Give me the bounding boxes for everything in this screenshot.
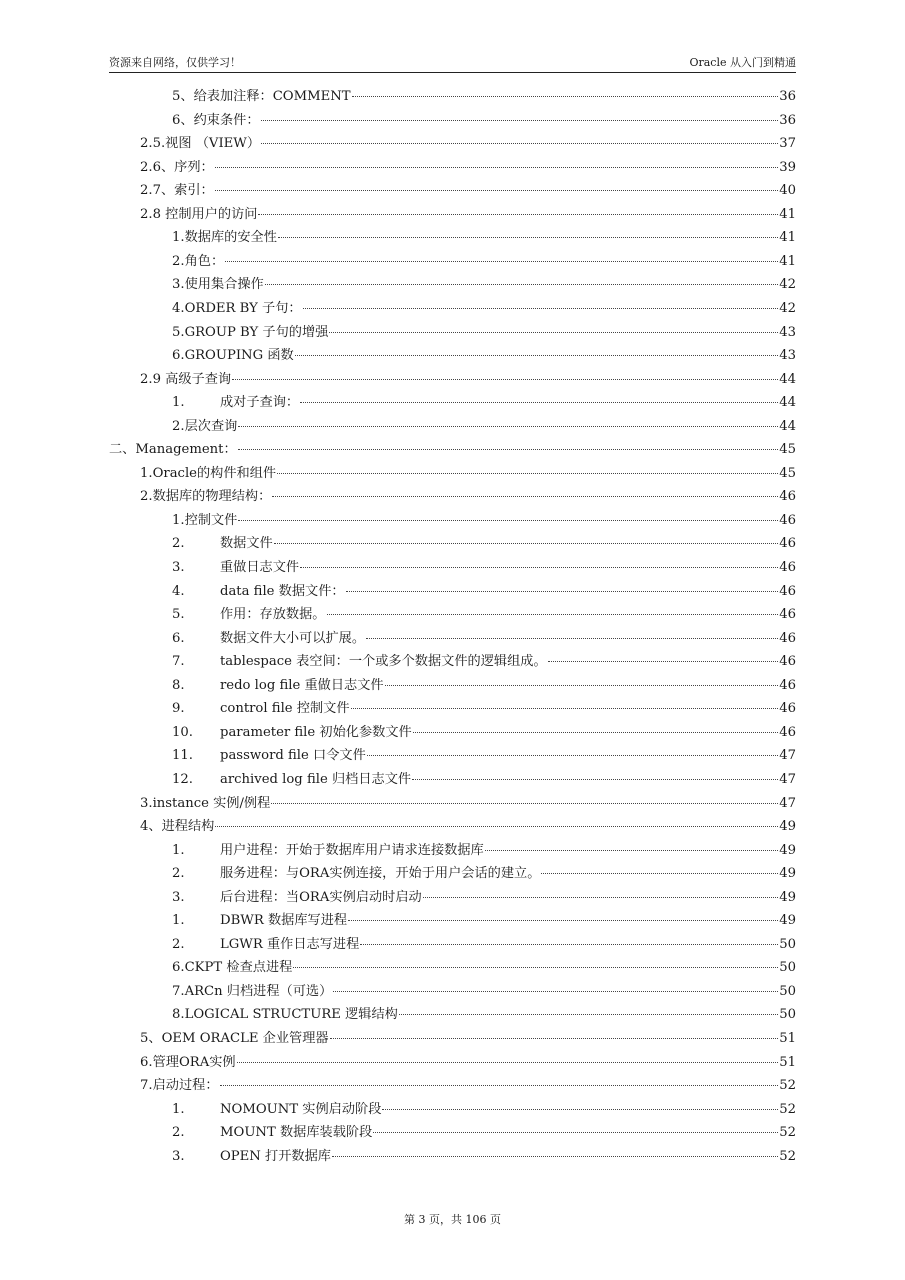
header-book-title: Oracle 从入门到精通 — [689, 56, 796, 69]
toc-leader-dots — [271, 802, 778, 804]
toc-entry-title: 6、约束条件： — [172, 112, 260, 128]
toc-entry-title: parameter file 初始化参数文件 — [220, 724, 412, 740]
toc-entry-title: MOUNT 数据库装载阶段 — [220, 1125, 373, 1141]
toc-leader-dots — [366, 637, 778, 639]
toc-entry-title: password file 口令文件 — [220, 748, 366, 764]
toc-entry[interactable] — [172, 557, 796, 579]
toc-entry-number: 11. — [172, 748, 193, 764]
toc-entry-page: 44 — [779, 418, 796, 434]
toc-entry-page: 46 — [779, 536, 796, 552]
toc-entry-number: 5. — [172, 607, 185, 623]
toc-entry-number: 1. — [172, 395, 185, 411]
toc-entry[interactable] — [172, 581, 796, 603]
toc-entry-page: 46 — [779, 677, 796, 693]
toc-entry-title: 服务进程：与ORA实例连接，开始于用户会话的建立。 — [220, 866, 541, 882]
toc-entry-title: 2.8 控制用户的访问 — [140, 206, 258, 222]
toc-entry-page: 50 — [779, 983, 796, 999]
toc-entry[interactable] — [140, 157, 796, 179]
toc-entry-page: 52 — [779, 1148, 796, 1164]
toc-leader-dots — [330, 1037, 779, 1039]
toc-leader-dots — [300, 566, 778, 568]
toc-entry-page: 46 — [779, 512, 796, 528]
toc-entry[interactable] — [172, 698, 796, 720]
toc-entry-number: 2. — [172, 536, 185, 552]
toc-entry[interactable] — [172, 1004, 796, 1026]
toc-entry-page: 42 — [779, 277, 796, 293]
toc-entry[interactable] — [172, 1099, 796, 1121]
toc-entry[interactable] — [140, 1075, 796, 1097]
toc-entry-title: 数据文件大小可以扩展。 — [220, 630, 366, 646]
toc-entry[interactable] — [172, 533, 796, 555]
toc-entry-number: 2. — [172, 1125, 185, 1141]
toc-leader-dots — [238, 425, 778, 427]
toc-entry-title: 6.管理ORA实例 — [140, 1054, 236, 1070]
toc-entry[interactable] — [172, 1122, 796, 1144]
toc-entry[interactable] — [140, 793, 796, 815]
toc-entry[interactable] — [172, 722, 796, 744]
toc-entry[interactable] — [140, 816, 796, 838]
toc-leader-dots — [360, 943, 778, 945]
toc-entry-page: 41 — [779, 206, 796, 222]
toc-leader-dots — [382, 1108, 778, 1110]
toc-entry-page: 47 — [779, 771, 796, 787]
toc-entry-page: 40 — [779, 183, 796, 199]
toc-entry-page: 52 — [779, 1101, 796, 1117]
toc-leader-dots — [295, 354, 779, 356]
toc-entry-title: tablespace 表空间：一个或多个数据文件的逻辑组成。 — [220, 654, 547, 670]
toc-entry-title: 数据文件 — [220, 536, 273, 552]
toc-entry-number: 2. — [172, 866, 185, 882]
toc-entry[interactable] — [172, 675, 796, 697]
toc-entry[interactable] — [172, 957, 796, 979]
toc-entry-page: 46 — [779, 630, 796, 646]
toc-entry-number: 12. — [172, 771, 193, 787]
toc-leader-dots — [274, 542, 778, 544]
toc-entry[interactable] — [172, 1146, 796, 1168]
toc-entry-page: 46 — [779, 724, 796, 740]
toc-entry-number: 10. — [172, 724, 193, 740]
toc-entry-title: 成对子查询： — [220, 395, 300, 411]
toc-entry[interactable] — [109, 439, 796, 461]
toc-entry-title: 4.ORDER BY 子句： — [172, 300, 302, 316]
toc-leader-dots — [225, 260, 778, 262]
toc-entry[interactable] — [140, 204, 796, 226]
toc-entry-page: 49 — [779, 889, 796, 905]
toc-entry-page: 52 — [779, 1125, 796, 1141]
toc-entry-page: 50 — [779, 960, 796, 976]
toc-entry-title: 5、OEM ORACLE 企业管理器 — [140, 1031, 329, 1046]
toc-entry-page: 47 — [779, 748, 796, 764]
toc-entry-title: DBWR 数据库写进程 — [220, 913, 348, 929]
toc-entry-number: 6. — [172, 630, 185, 646]
toc-entry[interactable] — [172, 298, 796, 320]
toc-leader-dots — [220, 1084, 779, 1086]
toc-entry[interactable] — [172, 604, 796, 626]
toc-entry-number: 7. — [172, 654, 185, 670]
toc-entry-number: 3. — [172, 1148, 185, 1164]
toc-leader-dots — [351, 707, 779, 709]
toc-entry-page: 46 — [779, 607, 796, 623]
toc-leader-dots — [333, 990, 778, 992]
toc-entry-title: 作用：存放数据。 — [220, 607, 326, 623]
toc-entry-title: 用户进程：开始于数据库用户请求连接数据库 — [220, 842, 484, 858]
toc-entry-page: 42 — [779, 300, 796, 316]
toc-entry-page: 43 — [779, 348, 796, 364]
toc-entry-title: data file 数据文件： — [220, 583, 345, 599]
toc-entry[interactable] — [172, 510, 796, 532]
toc-leader-dots — [367, 754, 778, 756]
toc-entry-page: 46 — [779, 654, 796, 670]
toc-entry-title: 1.Oracle的构件和组件 — [140, 465, 277, 481]
toc-entry-number: 3. — [172, 560, 185, 575]
toc-entry-number: 1. — [172, 1101, 185, 1117]
toc-leader-dots — [215, 189, 778, 191]
toc-entry-page: 46 — [779, 583, 796, 599]
toc-entry-page: 36 — [779, 89, 796, 104]
toc-leader-dots — [232, 378, 778, 380]
toc-entry-page: 46 — [779, 489, 796, 505]
toc-entry-number: 2. — [172, 936, 185, 952]
toc-entry-page: 51 — [779, 1031, 796, 1046]
toc-entry-page: 39 — [779, 159, 796, 175]
header-source-note: 资源来自网络，仅供学习！ — [109, 56, 241, 69]
toc-entry-title: 2.5.视图 （VIEW） — [140, 136, 261, 152]
toc-entry[interactable] — [140, 463, 796, 485]
toc-entry-title: 5、给表加注释：COMMENT — [172, 89, 351, 104]
toc-entry-title: 7.启动过程： — [140, 1078, 219, 1094]
toc-entry[interactable] — [172, 863, 796, 885]
toc-entry-title: NOMOUNT 实例启动阶段 — [220, 1101, 382, 1117]
toc-entry-page: 36 — [779, 112, 796, 128]
toc-leader-dots — [293, 966, 778, 968]
toc-entry-title: 3.instance 实例/例程 — [140, 795, 271, 811]
toc-entry-number: 9. — [172, 701, 185, 717]
toc-entry-number: 1. — [172, 913, 185, 929]
toc-entry-title: LGWR 重作日志写进程 — [220, 936, 360, 952]
toc-entry-page: 46 — [779, 560, 796, 575]
toc-entry[interactable] — [172, 745, 796, 767]
toc-entry[interactable] — [140, 1052, 796, 1074]
toc-entry-page: 49 — [779, 866, 796, 882]
toc-entry[interactable] — [172, 934, 796, 956]
toc-entry[interactable] — [140, 133, 796, 155]
toc-entry-page: 47 — [779, 795, 796, 811]
toc-entry-title: 2.角色： — [172, 253, 225, 269]
toc-leader-dots — [278, 236, 778, 238]
toc-entry-page: 37 — [779, 136, 796, 152]
toc-leader-dots — [348, 919, 778, 921]
toc-leader-dots — [261, 119, 779, 121]
toc-entry-title: 2.层次查询 — [172, 418, 238, 434]
toc-leader-dots — [303, 307, 779, 309]
toc-entry-title: 5.GROUP BY 子句的增强 — [172, 324, 329, 340]
page-header — [109, 52, 796, 73]
toc-entry-title: 2.9 高级子查询 — [140, 371, 232, 387]
toc-entry-page: 45 — [779, 465, 796, 481]
toc-entry[interactable] — [172, 345, 796, 367]
toc-entry-page: 41 — [779, 253, 796, 269]
toc-entry-page: 52 — [779, 1078, 796, 1094]
toc-leader-dots — [272, 495, 778, 497]
toc-entry[interactable] — [172, 392, 796, 414]
toc-entry-title: 1.数据库的安全性 — [172, 230, 277, 246]
toc-leader-dots — [548, 660, 779, 662]
toc-entry[interactable] — [172, 769, 796, 791]
toc-entry-title: archived log file 归档日志文件 — [220, 771, 412, 787]
toc-entry[interactable] — [140, 486, 796, 508]
toc-entry-page: 49 — [779, 842, 796, 858]
toc-entry-title: 2.6、序列： — [140, 159, 214, 175]
toc-leader-dots — [258, 213, 778, 215]
toc-entry-page: 50 — [779, 1007, 796, 1023]
toc-leader-dots — [265, 283, 779, 285]
toc-entry[interactable] — [172, 840, 796, 862]
toc-leader-dots — [329, 331, 778, 333]
toc-entry-title: 2.数据库的物理结构： — [140, 489, 272, 505]
page-footer: 第 3 页，共 106 页 — [404, 1213, 501, 1226]
toc-leader-dots — [346, 590, 779, 592]
toc-entry-title: redo log file 重做日志文件 — [220, 677, 384, 693]
toc-entry[interactable] — [140, 369, 796, 391]
toc-entry-number: 4. — [172, 583, 185, 599]
toc-entry-number: 8. — [172, 677, 185, 693]
toc-entry[interactable] — [172, 110, 796, 132]
toc-entry-page: 41 — [779, 230, 796, 246]
toc-leader-dots — [300, 401, 778, 403]
toc-leader-dots — [215, 825, 778, 827]
toc-entry-number: 1. — [172, 842, 185, 858]
toc-entry[interactable] — [172, 651, 796, 673]
toc-leader-dots — [277, 472, 778, 474]
toc-entry-title: 2.7、索引： — [140, 183, 214, 199]
toc-entry-title: 6.GROUPING 函数 — [172, 348, 294, 364]
toc-entry[interactable] — [172, 910, 796, 932]
toc-entry-page: 46 — [779, 701, 796, 717]
toc-leader-dots — [385, 684, 779, 686]
toc-entry-page: 44 — [779, 395, 796, 411]
toc-entry-page: 43 — [779, 324, 796, 340]
toc-leader-dots — [541, 872, 778, 874]
toc-entry[interactable] — [172, 322, 796, 344]
toc-leader-dots — [261, 142, 778, 144]
toc-entry[interactable] — [172, 981, 796, 1003]
toc-leader-dots — [237, 1061, 779, 1063]
toc-entry-page: 44 — [779, 371, 796, 387]
toc-entry-title: OPEN 打开数据库 — [220, 1148, 331, 1164]
toc-entry-title: 1.控制文件 — [172, 512, 238, 528]
toc-entry[interactable] — [172, 251, 796, 273]
toc-entry-title: 后台进程：当ORA实例启动时启动 — [220, 889, 422, 905]
toc-entry-title: control file 控制文件 — [220, 701, 350, 717]
toc-leader-dots — [423, 896, 779, 898]
toc-entry-page: 50 — [779, 936, 796, 952]
toc-entry-title: 3.使用集合操作 — [172, 277, 264, 293]
toc-entry-title: 7.ARCn 归档进程（可选） — [172, 983, 333, 999]
toc-leader-dots — [327, 613, 779, 615]
toc-entry-number: 3. — [172, 889, 185, 905]
toc-entry-title: 8.LOGICAL STRUCTURE 逻辑结构 — [172, 1007, 398, 1023]
toc-entry-page: 51 — [779, 1054, 796, 1070]
toc-leader-dots — [485, 849, 778, 851]
toc-entry[interactable] — [140, 180, 796, 202]
toc-leader-dots — [238, 448, 779, 450]
toc-entry[interactable] — [140, 1028, 796, 1050]
toc-leader-dots — [399, 1013, 778, 1015]
toc-entry-title: 二、Management： — [109, 442, 237, 458]
toc-entry-page: 49 — [779, 913, 796, 929]
toc-leader-dots — [412, 778, 778, 780]
toc-entry[interactable] — [172, 416, 796, 438]
toc-leader-dots — [238, 519, 778, 521]
toc-entry-title: 重做日志文件 — [220, 560, 300, 575]
toc-entry[interactable] — [172, 887, 796, 909]
toc-entry[interactable] — [172, 86, 796, 108]
toc-leader-dots — [373, 1131, 778, 1133]
toc-leader-dots — [352, 95, 779, 97]
toc-entry[interactable] — [172, 274, 796, 296]
toc-entry-page: 49 — [779, 819, 796, 835]
toc-entry-title: 4、进程结构 — [140, 819, 215, 835]
toc-entry-page: 45 — [779, 442, 796, 458]
toc-leader-dots — [332, 1155, 778, 1157]
toc-entry[interactable] — [172, 628, 796, 650]
toc-leader-dots — [215, 166, 778, 168]
toc-leader-dots — [413, 731, 779, 733]
toc-entry-title: 6.CKPT 检查点进程 — [172, 960, 293, 976]
toc-entry[interactable] — [172, 227, 796, 249]
